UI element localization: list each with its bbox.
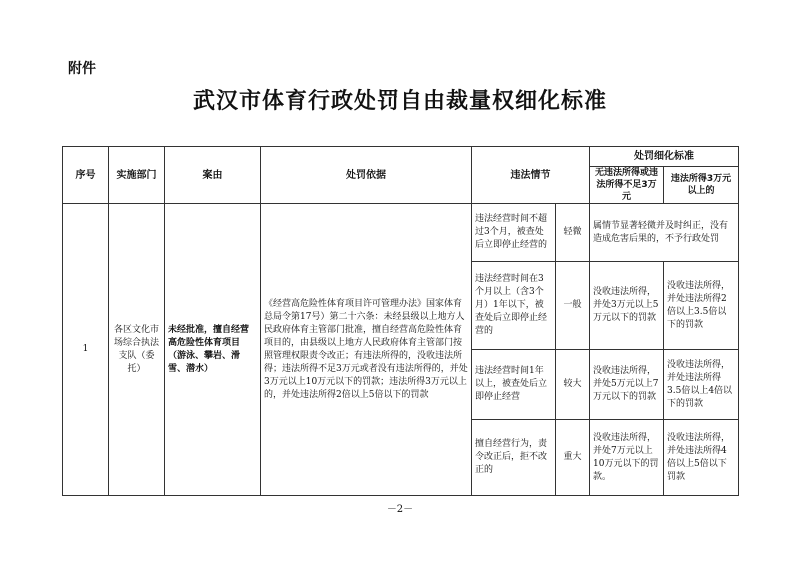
level-penalty-merged: 属情节显著轻微并及时纠正，没有造成危害后果的，不予行政处罚 [590,204,739,262]
level-penalty-no-income: 没收违法所得，并处3万元以上5万元以下的罚款 [590,262,664,350]
level-name: 一般 [556,262,590,350]
header-basis: 处罚依据 [261,147,472,204]
level-penalty-income: 没收违法所得，并处违法所得2倍以上3.5倍以下的罚款 [664,262,739,350]
level-name: 较大 [556,350,590,420]
level-condition: 违法经营时间不超过3个月，被查处后立即停止经营的 [472,204,556,262]
row-seq: 1 [63,204,109,496]
standards-table [62,146,739,496]
level-condition: 擅自经营行为，责令改正后，拒不改正的 [472,420,556,496]
level-condition: 违法经营时间在3个月以上（含3个月）1年以下，被查处后立即停止经营的 [472,262,556,350]
header-row [63,147,739,167]
header-standard: 处罚细化标准 [590,147,739,167]
header-seq: 序号 [63,147,109,204]
header-department: 实施部门 [109,147,165,204]
header-income: 违法所得3万元以上的 [664,167,739,204]
table-row [63,204,739,262]
level-condition: 违法经营时间1年以上，被查处后立即停止经营 [472,350,556,420]
level-penalty-no-income: 没收违法所得，并处7万元以上10万元以下的罚款。 [590,420,664,496]
header-no-income: 无违法所得或违法所得不足3万元 [590,167,664,204]
row-department: 各区文化市场综合执法支队（委托） [109,204,165,496]
level-penalty-income: 没收违法所得，并处违法所得3.5倍以上4倍以下的罚款 [664,350,739,420]
header-case: 案由 [165,147,261,204]
level-name: 重大 [556,420,590,496]
page-number: －2－ [386,504,414,515]
page-title: 武汉市体育行政处罚自由裁量权细化标准 [192,89,607,114]
row-case: 未经批准，擅自经营高危险性体育项目（游泳、攀岩、滑雪、潜水） [165,204,261,496]
header-violation: 违法情节 [472,147,590,204]
level-penalty-no-income: 没收违法所得，并处5万元以上7万元以下的罚款 [590,350,664,420]
level-penalty-income: 没收违法所得，并处违法所得4倍以上5倍以下罚款 [664,420,739,496]
row-basis: 《经营高危险性体育项目许可管理办法》国家体育总局令第17号）第二十六条：未经县级以上地方人民政府体育主管部门批准，擅自经营高危险性体育项目的，由县级以上地方人民政府体育主管部门按照管理权限责令改正；有违法所得的，没收违法所得；违法所得不足3万元或者没有违法所得的，并处3万元以上10万元以下的罚款；违法所得3万元以上的，并处违法所得2倍以上5倍以下的罚款 [261,204,472,496]
level-name: 轻微 [556,204,590,262]
attachment-label: 附件 [68,61,96,77]
